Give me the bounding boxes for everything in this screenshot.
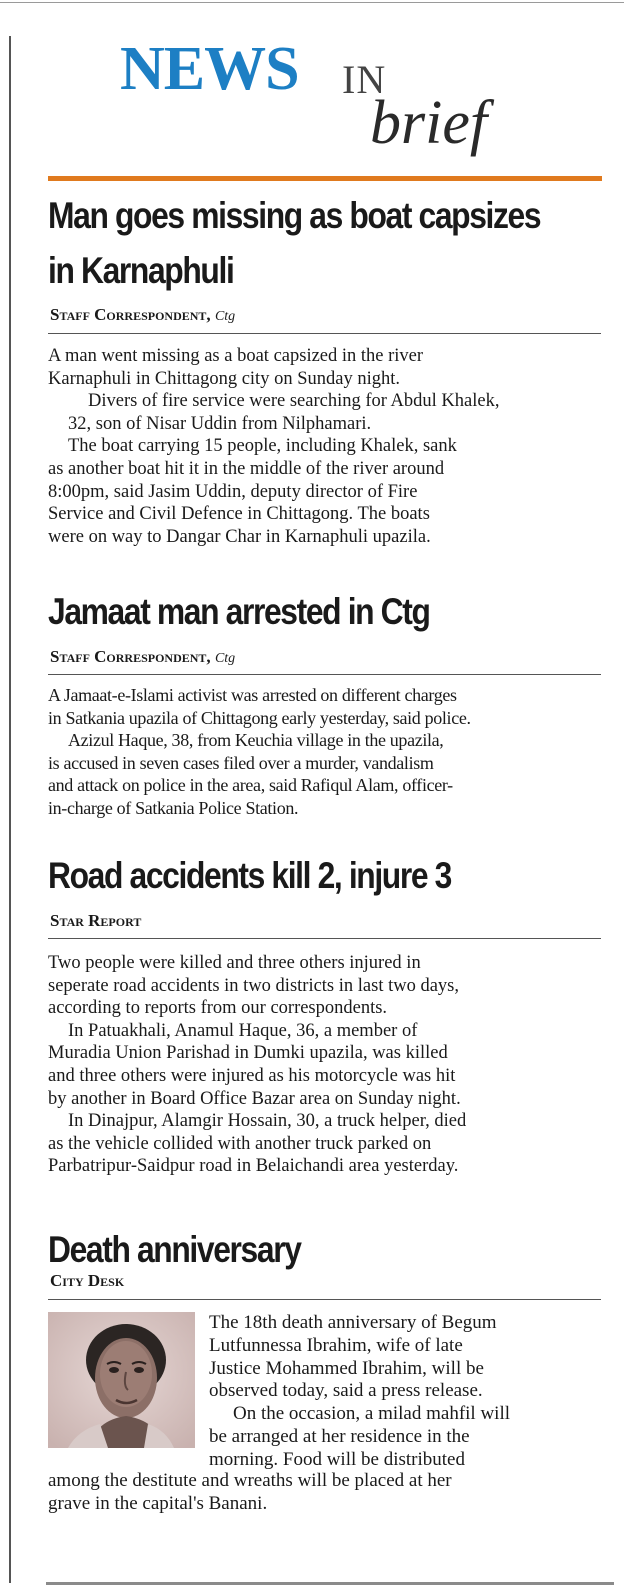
paragraph (209, 1312, 604, 1403)
text-line: Muradia Union Parishad in Dumki upazila, was killed (48, 1043, 448, 1064)
masthead-brief: brief (370, 89, 488, 157)
byline-rule (48, 1299, 601, 1300)
paragraph (48, 390, 608, 435)
text-line: 32, son of Nisar Uddin from Nilphamari. (68, 413, 372, 434)
text-line: among the destitute and wreaths will be placed at her (48, 1470, 452, 1491)
text-line: morning. Food will be distributed (209, 1448, 465, 1470)
text-line: and attack on police in the area, said Rafiqul Alam, officer- (48, 775, 453, 796)
byline (50, 911, 141, 931)
headline-boat-capsize (48, 188, 541, 298)
text-line: A man went missing as a boat capsized in the river (48, 346, 424, 366)
article-body-death-anniversary-bottom (48, 1470, 608, 1516)
byline-rule (48, 938, 601, 939)
byline-place: Ctg (214, 309, 236, 324)
section-masthead (120, 34, 540, 164)
paragraph (48, 684, 608, 729)
paragraph (48, 729, 608, 819)
text-line: Divers of fire service were searching for Abdul Khalek, (88, 391, 500, 412)
headline-line: Jamaat man arrested in Ctg (48, 591, 430, 632)
byline-rule (48, 674, 601, 675)
portrait-photo (48, 1312, 195, 1448)
text-line: Lutfunnessa Ibrahim, wife of late (209, 1334, 463, 1356)
text-line: grave in the capital's Banani. (48, 1492, 268, 1514)
headline-death-anniversary (48, 1222, 530, 1277)
masthead-in: IN (342, 57, 387, 102)
headline-jamaat-arrest (48, 584, 530, 639)
article-body-road-accidents (48, 952, 608, 1178)
text-line: Service and Civil Defence in Chittagong. The boats (48, 504, 430, 525)
paragraph (48, 1110, 608, 1178)
text-line: in-charge of Satkania Police Station. (48, 797, 299, 818)
byline-rule (48, 333, 601, 334)
byline-author: Star Report (50, 911, 142, 930)
text-line: Azizul Haque, 38, from Keuchia village in the upazila, (68, 730, 444, 751)
portrait-photo-icon (48, 1312, 195, 1448)
byline-author: Staff Correspondent, (50, 305, 211, 324)
article-body-jamaat-arrest (48, 684, 608, 820)
headline-line: Road accidents kill 2, injure 3 (48, 855, 451, 896)
text-line: In Dinajpur, Alamgir Hossain, 30, a truck helper, died (68, 1111, 467, 1132)
byline (50, 647, 235, 667)
text-line: by another in Board Office Bazar area on Sunday night. (48, 1088, 461, 1109)
masthead-underline (48, 176, 602, 181)
article-body-death-anniversary-side (209, 1312, 604, 1472)
byline (50, 1271, 124, 1291)
text-line: Parbatripur-Saidpur road in Belaichandi area yesterday. (48, 1156, 459, 1177)
text-line: in Satkania upazila of Chittagong early yesterday, said police. (48, 707, 471, 728)
headline-road-accidents (48, 848, 530, 903)
paragraph (48, 1470, 608, 1516)
text-line: according to reports from our correspondents. (48, 998, 388, 1019)
headline-line: in Karnaphuli (48, 250, 234, 291)
text-line: The 18th death anniversary of Begum (209, 1312, 497, 1333)
text-line: and three others were injured as his motorcycle was hit (48, 1065, 456, 1086)
paragraph (48, 435, 608, 548)
paragraph (48, 1020, 608, 1110)
text-line: Karnaphuli in Chittagong city on Sunday night. (48, 368, 400, 389)
bottom-rule (46, 1582, 614, 1585)
text-line: A Jamaat-e-Islami activist was arrested on different charges (48, 685, 457, 705)
masthead-news: NEWS (120, 35, 299, 103)
byline-place: Ctg (214, 651, 236, 666)
headline-line: Death anniversary (48, 1229, 301, 1270)
text-line: Two people were killed and three others injured in (48, 953, 421, 973)
text-line: seperate road accidents in two districts in last two days, (48, 975, 460, 996)
text-line: On the occasion, a milad mahfil will (233, 1403, 511, 1425)
byline-author: City Desk (50, 1271, 125, 1290)
byline-author: Staff Correspondent, (50, 647, 211, 666)
text-line: In Patuakhali, Anamul Haque, 36, a member of (68, 1020, 418, 1041)
paragraph (209, 1403, 604, 1471)
text-line: were on way to Dangar Char in Karnaphuli upazila. (48, 526, 431, 547)
paragraph (48, 952, 608, 1020)
article-body-boat-capsize (48, 345, 608, 548)
text-line: is accused in seven cases filed over a murder, vandalism (48, 752, 434, 773)
text-line: as another boat hit it in the middle of the river around (48, 458, 445, 479)
text-line: be arranged at her residence in the (209, 1425, 470, 1447)
text-line: as the vehicle collided with another truck parked on (48, 1133, 432, 1154)
text-line: The boat carrying 15 people, including Khalek, sank (68, 436, 457, 457)
column-left-rule (9, 36, 11, 1583)
top-rule (0, 2, 624, 3)
headline-line: Man goes missing as boat capsizes (48, 195, 541, 236)
text-line: observed today, said a press release. (209, 1380, 483, 1402)
byline (50, 305, 235, 325)
text-line: Justice Mohammed Ibrahim, will be (209, 1357, 484, 1379)
paragraph (48, 345, 608, 390)
text-line: 8:00pm, said Jasim Uddin, deputy director of Fire (48, 481, 418, 502)
